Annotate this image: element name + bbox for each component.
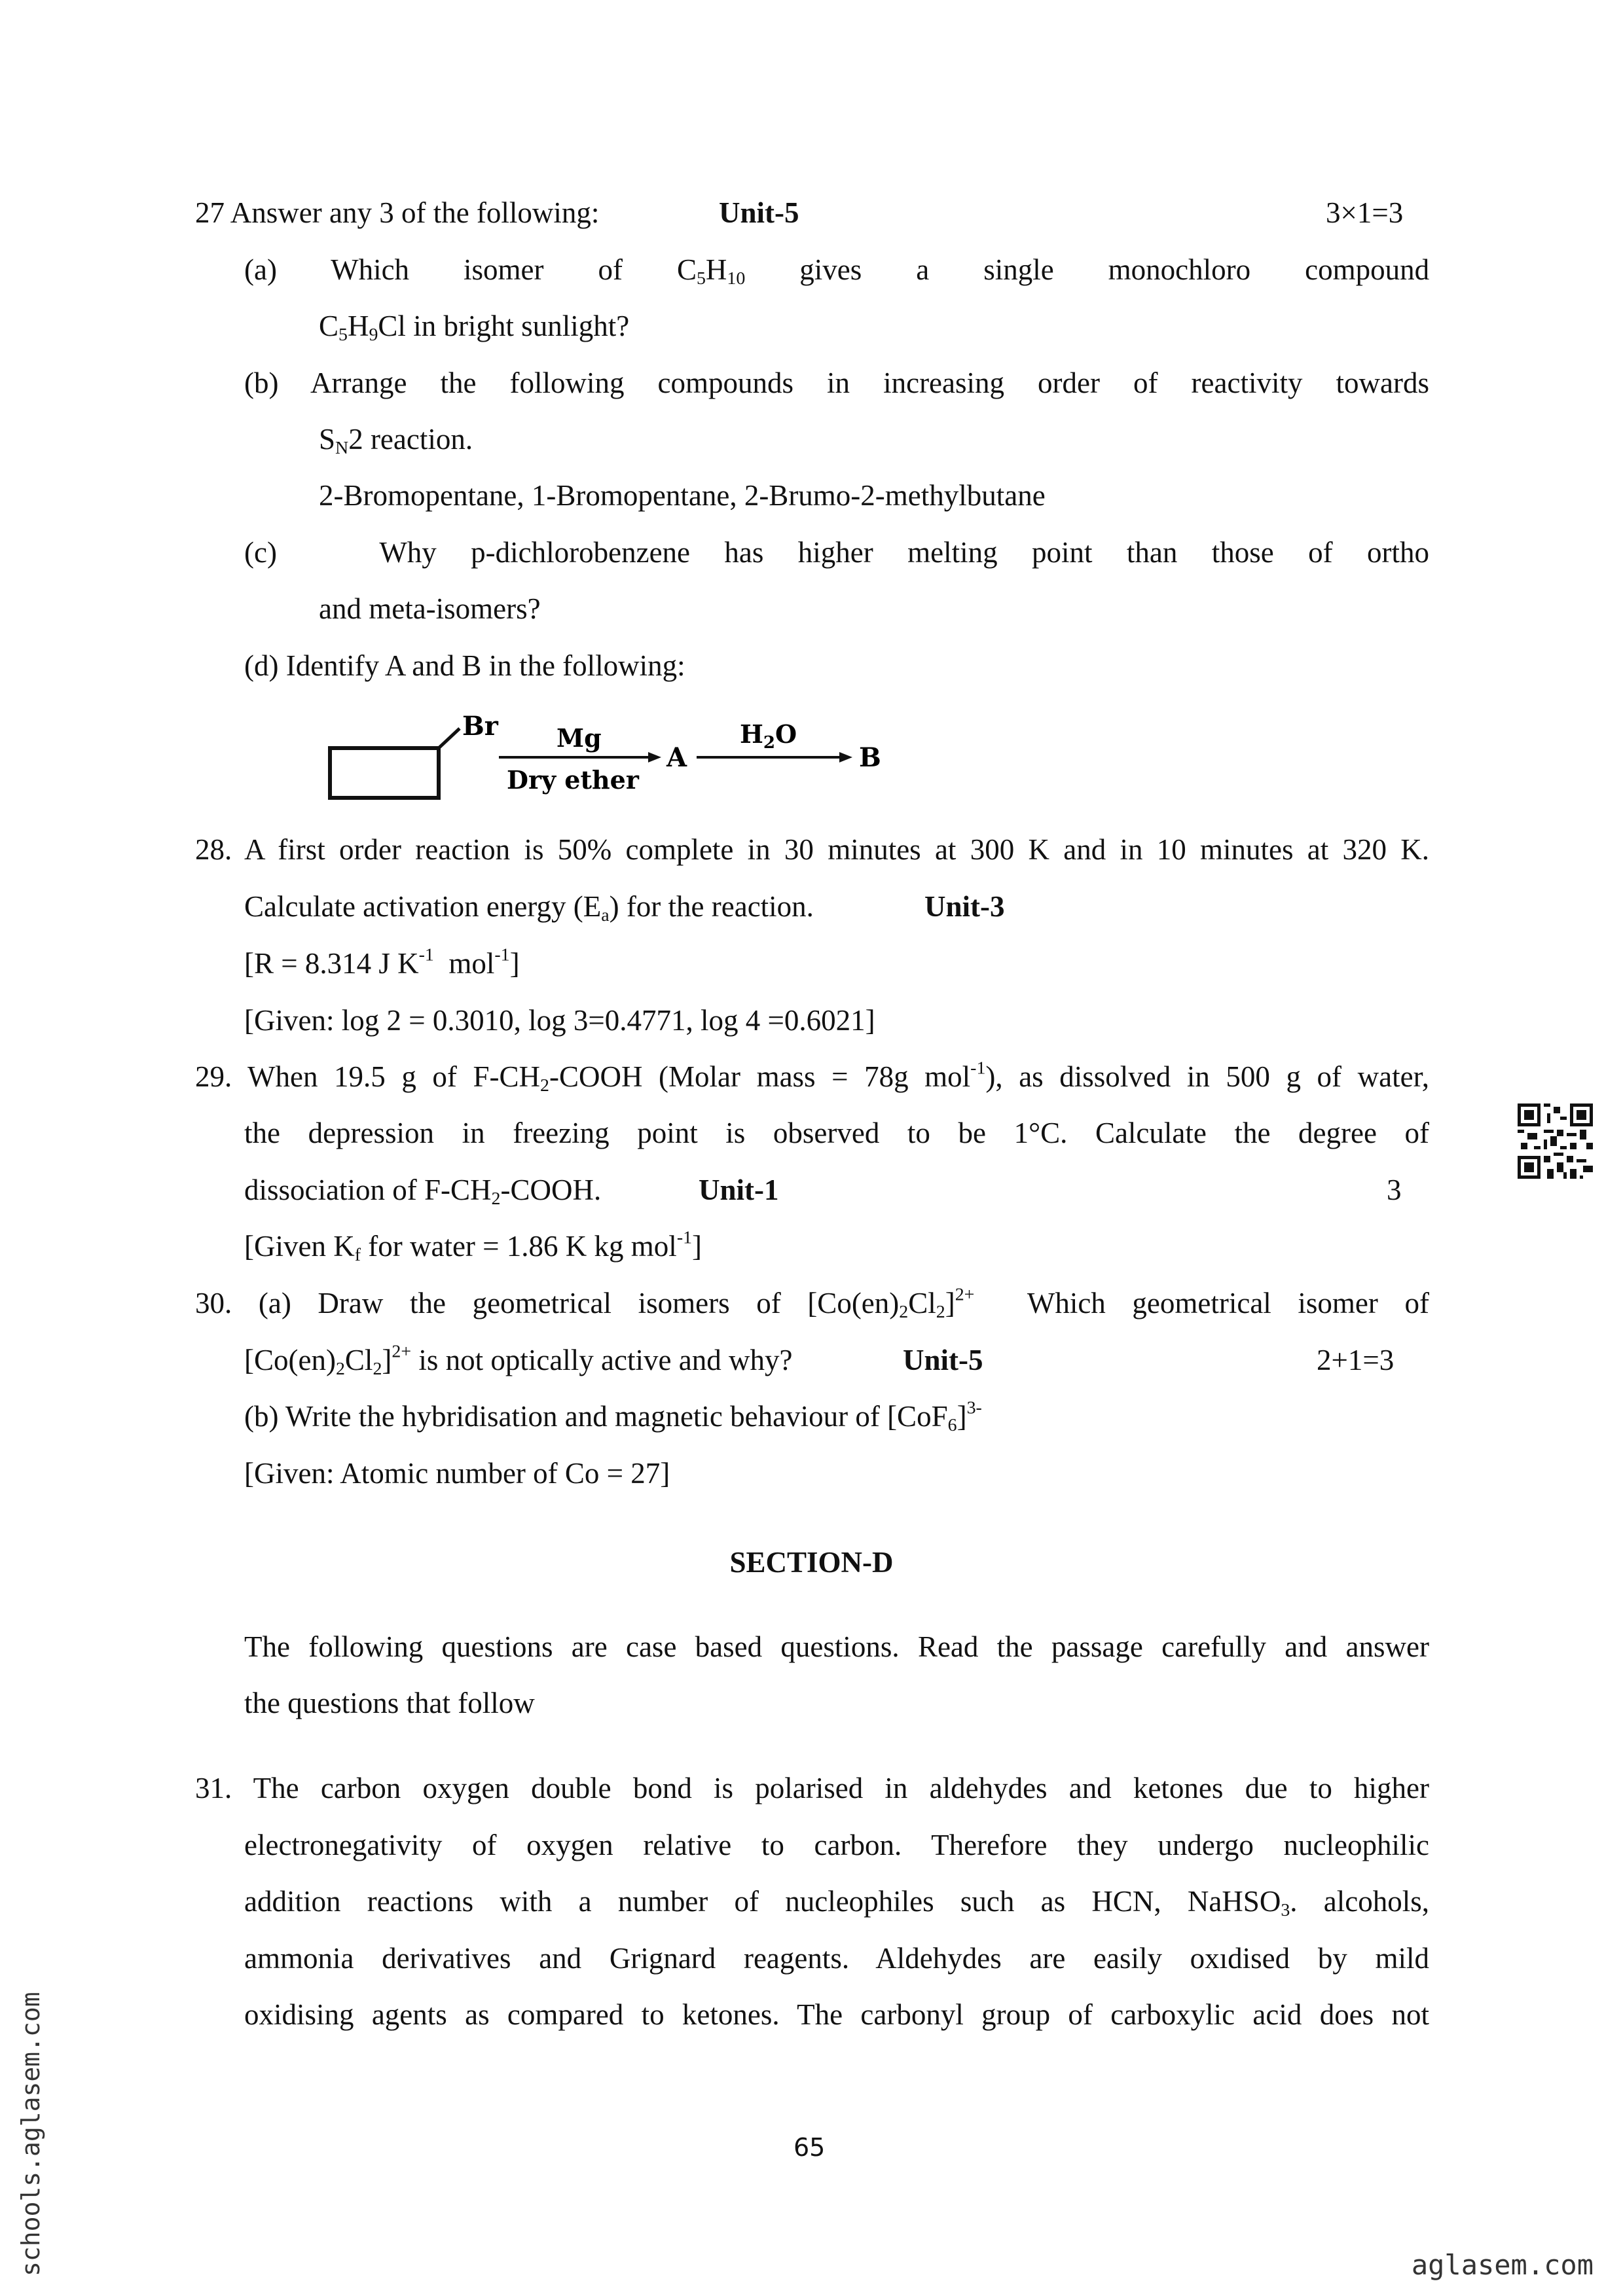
section-title: SECTION-D — [729, 1546, 894, 1579]
q29-unit: Unit-1 — [699, 1174, 779, 1206]
q29-marks: 3 — [1387, 1174, 1402, 1206]
ring-to-br-bond — [439, 728, 460, 748]
q29-line1: 29. When 19.5 g of $F-CH_2$-COOH (Molar mass = 78g mol$^{-1}$), as dissolved in 500 g of water, — [195, 1058, 1429, 1096]
q30-given: [Given: Atomic number of Co = 27] — [244, 1457, 670, 1490]
page-number: 65 — [793, 2133, 826, 2162]
bottom-watermark: aglasem.com — [1411, 2249, 1594, 2281]
q30-unit: Unit-5 — [903, 1344, 983, 1376]
q27-b-line2: $S_N2$ reaction. — [319, 423, 473, 458]
cyclobutane-ring — [330, 748, 439, 798]
reagent-mg: Mg — [556, 723, 602, 753]
q28-given: [Given: log 2 = 0.3010, log 3=0.4771, log 4 =0.6021] — [244, 1004, 875, 1037]
qr-code-image — [1518, 1103, 1593, 1179]
br-label: Br — [462, 711, 498, 742]
q30-line2: $[Co(en)_2Cl_2]^{2+}$ is not optically active and why? — [244, 1341, 793, 1379]
q31-line5: oxidising agents as compared to ketones. The carbonyl group of carboxylic acid does not — [244, 1998, 1429, 2031]
q27-intro: 27 Answer any 3 of the following: — [195, 196, 600, 229]
q29-given: [Given $K_f$ for water = 1.86 K kg mol$^{-1}$] — [244, 1227, 702, 1265]
q27-c-line2: and meta-isomers? — [319, 592, 541, 625]
q27-d-line: (d) Identify A and B in the following: — [244, 649, 685, 682]
q28-line2: Calculate activation energy $(E_a)$ for the reaction. — [244, 890, 814, 925]
side-watermark: schools.aglasem.com — [16, 1992, 45, 2276]
q27-c-line1: (c) Why p-dichlorobenzene has higher melting point than those of ortho — [244, 536, 1430, 569]
section-intro-line2: the questions that follow — [244, 1687, 535, 1719]
q30-b-line: (b) Write the hybridisation and magnetic behaviour of $[CoF_6]^{3-}$ — [244, 1397, 982, 1435]
q31-line3: addition reactions with a number of nucleophiles such as HCN, NaHSO$_3$. alcohols, — [244, 1885, 1429, 1920]
q31-line1: 31. The carbon oxygen double bond is polarised in aldehydes and ketones due to higher — [195, 1772, 1429, 1804]
q27-marks: 3×1=3 — [1326, 196, 1404, 229]
q29-line3: dissociation of $F-CH_2$-COOH. — [244, 1174, 602, 1209]
q31-line4: ammonia derivatives and Grignard reagents. Aldehydes are easily oxıdised by mild — [244, 1942, 1429, 1975]
product-a: A — [666, 742, 687, 773]
q27-a-line1: (a) Which isomer of $C_5H_{10}$ gives a single monochloro compound — [244, 253, 1430, 289]
q28-gas-constant: [R = 8.314 J $K^{-1}$ mol$^{-1}$] — [244, 944, 520, 980]
q27-unit: Unit-5 — [719, 196, 799, 229]
q28-unit: Unit-3 — [924, 890, 1005, 923]
arrow-2-head — [839, 752, 852, 762]
q30-marks: 2+1=3 — [1317, 1344, 1395, 1376]
q27-d-reaction-scheme — [314, 710, 903, 808]
q27-b-line1: (b) Arrange the following compounds in increasing order of reactivity towards — [244, 367, 1429, 399]
q27-b-line3: 2-Bromopentane, 1-Bromopentane, 2-Brumo-2-methylbutane — [319, 479, 1046, 512]
q27-a-line2: $C_5H_9Cl$ in bright sunlight? — [319, 310, 630, 345]
q27-a-formula: $C_5H_{10}$ — [676, 253, 746, 289]
reagent-dry-ether: Dry ether — [507, 765, 639, 795]
product-b: B — [859, 742, 881, 773]
reagent-water: $H_2O$ — [740, 719, 797, 753]
q29-line2: the depression in freezing point is observed to be 1°C. Calculate the degree of — [244, 1117, 1429, 1149]
section-intro-line1: The following questions are case based questions. Read the passage carefully and answer — [244, 1630, 1429, 1663]
arrow-1-head — [648, 752, 661, 762]
q30-line1: 30. (a) Draw the geometrical isomers of $[Co(en)_2Cl_2]^{2+}$ Which geometrical isomer of — [195, 1284, 1430, 1322]
q28-line1: 28. A first order reaction is 50% complete in 30 minutes at 300 K and in 10 minutes at 320 K. — [195, 833, 1429, 866]
q31-line2: electronegativity of oxygen relative to carbon. Therefore they undergo nucleophilic — [244, 1829, 1429, 1861]
